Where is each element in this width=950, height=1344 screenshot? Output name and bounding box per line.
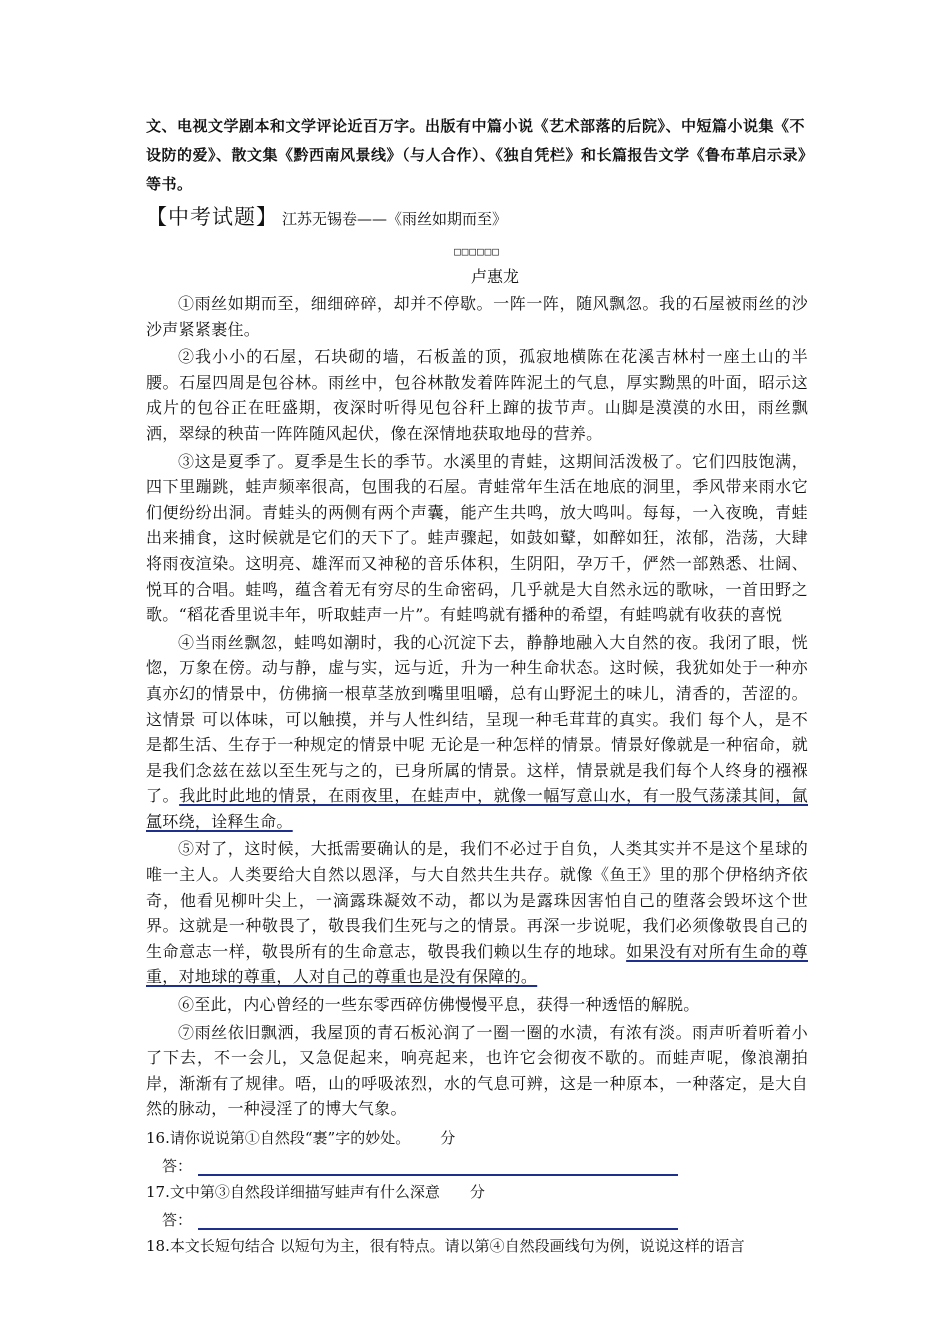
paragraph-7: ⑦雨丝依旧飘洒，我屋顶的青石板沁润了一圈一圈的水渍，有浓有淡。雨声听着听着小了下去，不一会儿，又急促起来，响亮起来，也许它会彻夜不歇的。而蛙声呢，像浪潮拍岸，渐渐有了规律。唔，山的呼吸浓烈，水的气息可辨，这是一种原本，一种落定，是大自然的脉动，一种浸淫了的博大气象。 xyxy=(146,1022,808,1119)
exam-heading: 【中考试题】 xyxy=(146,205,278,229)
paragraph-4-underlined-sentence: 我此时此地的情景，在雨夜里，在蛙声中，就像一幅写意山水，有一股气荡漾其间，氤氲环绕，诠释生命。 xyxy=(146,786,808,831)
question-17-text: 17.文中第③自然段详细描写蛙声有什么深意 xyxy=(146,1183,440,1201)
paragraph-5-text: ⑤对了，这时候，大抵需要确认的是，我们不必过于自负，人类其实并不是这个星球的唯一主人。人类要给大自然以恩泽，与大自然共生共存。就像《鱼王》里的那个伊格纳齐依奇，他看见柳叶尖上，一滴露珠凝效不动，都以为是露珠因害怕自己的堕落会毁坏这个世界。这就是一种敬畏了，敬畏我们生死与之的情景。再深一步说呢，我们必须像敬畏自己的生命意志一样，敬畏所有的生命意志，敬畏我们赖以生存的地球。 xyxy=(146,839,808,961)
answer-16-blank[interactable] xyxy=(198,1156,678,1176)
article-author: 卢惠龙 xyxy=(470,267,519,286)
question-16-text: 16.请你说说第①自然段“裹”字的妙处。 xyxy=(146,1129,411,1147)
question-17 xyxy=(146,1180,808,1204)
paragraph-1: ①雨丝如期而至，细细碎碎，却并不停歇。一阵一阵，随风飘忽。我的石屋被雨丝的沙沙声紧紧裹住。 xyxy=(146,294,808,339)
answer-17-label: 答： xyxy=(162,1211,193,1229)
question-18-text: 18.本文长短句结合 以短句为主，很有特点。请以第④自然段画线句为例，说说这样的语言 xyxy=(146,1237,745,1255)
article-title: □□□□□□ xyxy=(454,245,500,258)
paragraph-2: ②我小小的石屋，石块砌的墙，石板盖的顶，孤寂地横陈在花溪吉林村一座土山的半腰。石屋四周是包谷林。雨丝中，包谷林散发着阵阵泥土的气息，厚实黝黑的叶面，昭示这成片的包谷正在旺盛期，夜深时听得见包谷秆上蹿的拔节声。山脚是漠漠的水田，雨丝飘洒，翠绿的秧苗一阵阵随风起伏，像在深情地获取地母的营养。 xyxy=(146,347,808,443)
answer-17-blank[interactable] xyxy=(198,1210,678,1230)
answer-16-label: 答： xyxy=(162,1157,193,1175)
question-18 xyxy=(146,1234,808,1258)
question-16 xyxy=(146,1126,808,1150)
question-16-score: 分 xyxy=(440,1129,456,1147)
exam-source: 江苏无锡卷——《雨丝如期而至》 xyxy=(282,210,508,228)
author-bio-continuation: 文、电视文学剧本和文学评论近百万字。出版有中篇小说《艺术部落的后院》、中短篇小说集《不设防的爱》、散文集《黔西南风景线》（与人合作）、《独自凭栏》和长篇报告文学《鲁布革启示录》等书。 xyxy=(146,117,807,193)
paragraph-5 xyxy=(146,836,808,990)
paragraph-4 xyxy=(146,630,808,835)
answer-16 xyxy=(146,1150,808,1176)
exam-header xyxy=(146,201,808,237)
paragraph-6: ⑥至此，内心曾经的一些东零西碎仿佛慢慢平息，获得一种透悟的解脱。 xyxy=(178,995,700,1015)
question-17-score: 分 xyxy=(469,1183,485,1201)
paragraph-3: ③这是夏季了。夏季是生长的季节。水溪里的青蛙，这期间活泼极了。它们四肢饱满，四下里蹦跳，蛙声频率很高，包围我的石屋。青蛙常年生活在地底的洞里，季风带来雨水它们便纷纷出洞。青蛙头的两侧有两个声囊，能产生共鸣，放大鸣叫。每每，一入夜晚，青蛙出来捕食，这时候就是它们的天下了。蛙声骤起，如鼓如鼙，如醉如狂，浓郁，浩荡，大肆将雨夜渲染。这明亮、雄浑而又神秘的音乐体积，生阴阳，孕万千，俨然一部熟悉、壮阔、悦耳的合唱。蛙鸣，蕴含着无有穷尽的生命密码，几乎就是大自然永远的歌咏，一首田野之歌。“稻花香里说丰年，听取蛙声一片”。有蛙鸣就有播种的希望，有蛙鸣就有收获的喜悦 xyxy=(146,451,808,625)
document-page xyxy=(146,112,808,1258)
paragraph-4-text: ④当雨丝飘忽，蛙鸣如潮时，我的心沉淀下去，静静地融入大自然的夜。我闭了眼，恍惚，万象在傍。动与静，虚与实，远与近，升为一种生命状态。这时候，我犹如处于一种亦真亦幻的情景中，仿佛摘一根草茎放到嘴里咀嚼，总有山野泥土的味儿，清香的，苦涩的。这情景 可以体味，可以触摸，并与人性纠结，呈现一种毛茸茸的真实。我们 每个人，是不是都生活、生存于一种规定的情景中呢 无论是一种怎样的情景。情景好像就是一种宿命，就是我们念兹在兹以至生死与之的，已身所属的情景。这样，情景就是我们每个人终身的襁褓了。 xyxy=(146,632,808,806)
answer-17 xyxy=(146,1204,808,1230)
paragraph-5-underlined-sentence: 如果没有对所有生命的尊重，对地球的尊重，人对自己的尊重也是没有保障的。 xyxy=(146,941,808,987)
